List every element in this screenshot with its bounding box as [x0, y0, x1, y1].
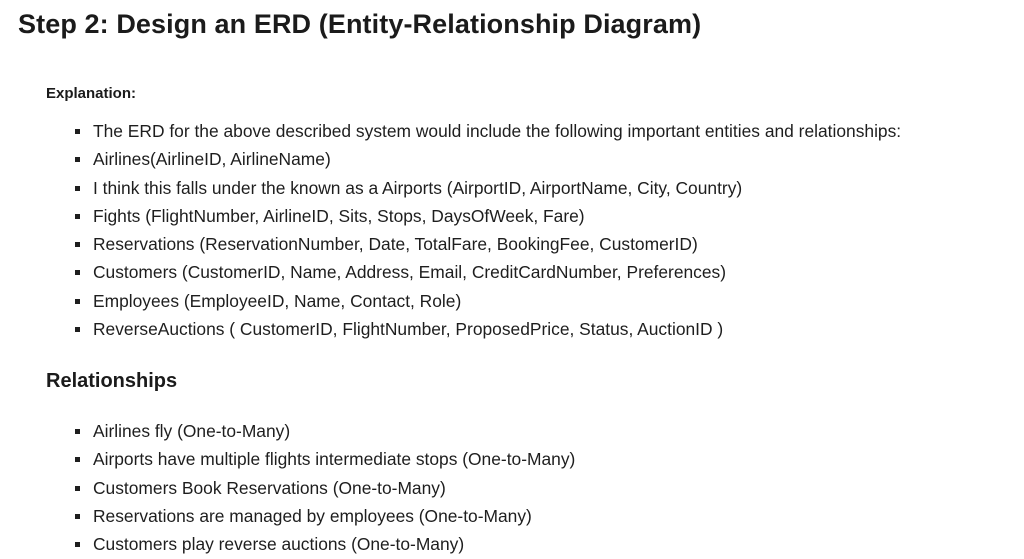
list-item	[75, 502, 575, 530]
bullet-icon	[75, 270, 80, 275]
list-item-text: Fights (FlightNumber, AirlineID, Sits, Stops, DaysOfWeek, Fare)	[93, 205, 585, 226]
list-item-text: Airports have multiple flights intermediate stops (One-to-Many)	[93, 449, 576, 470]
list-item	[75, 287, 901, 315]
list-item-text: Airlines(AirlineID, AirlineName)	[93, 149, 331, 170]
page-title: Step 2: Design an ERD (Entity-Relationship Diagram)	[18, 9, 702, 39]
list-item	[75, 417, 575, 445]
list-item-text: I think this falls under the known as a Airports (AirportID, AirportName, City, Country)	[93, 177, 743, 198]
bullet-icon	[75, 327, 80, 332]
list-item	[75, 258, 901, 286]
relationship-list	[75, 417, 575, 558]
list-item-text: Customers (CustomerID, Name, Address, Email, CreditCardNumber, Preferences)	[93, 262, 727, 283]
list-item-text: Customers Book Reservations (One-to-Many)	[93, 477, 446, 498]
list-item-text: Reservations are managed by employees (One-to-Many)	[93, 505, 532, 526]
list-item	[75, 174, 901, 202]
bullet-icon	[75, 186, 80, 191]
bullet-icon	[75, 486, 80, 491]
list-item	[75, 230, 901, 258]
list-item	[75, 530, 575, 558]
bullet-icon	[75, 429, 80, 434]
relationships-heading: Relationships	[46, 370, 178, 392]
list-item-text: ReverseAuctions ( CustomerID, FlightNumber, ProposedPrice, Status, AuctionID )	[93, 319, 724, 340]
bullet-icon	[75, 214, 80, 219]
list-item	[75, 315, 901, 343]
list-item-text: Employees (EmployeeID, Name, Contact, Role)	[93, 290, 462, 311]
explanation-label: Explanation:	[46, 85, 137, 102]
bullet-icon	[75, 457, 80, 462]
bullet-icon	[75, 299, 80, 304]
list-item-text: The ERD for the above described system would include the following important entities and relationships:	[93, 121, 902, 141]
list-item	[75, 202, 901, 230]
entity-list	[75, 117, 901, 343]
bullet-icon	[75, 157, 80, 162]
bullet-icon	[75, 242, 80, 247]
list-item	[75, 117, 901, 145]
bullet-icon	[75, 514, 80, 519]
bullet-icon	[75, 542, 80, 547]
list-item-text: Customers play reverse auctions (One-to-Many)	[93, 534, 465, 555]
list-item-text: Airlines fly (One-to-Many)	[93, 421, 291, 441]
list-item	[75, 474, 575, 502]
list-item	[75, 145, 901, 173]
list-item-text: Reservations (ReservationNumber, Date, TotalFare, BookingFee, CustomerID)	[93, 234, 698, 255]
list-item	[75, 445, 575, 473]
bullet-icon	[75, 129, 80, 134]
